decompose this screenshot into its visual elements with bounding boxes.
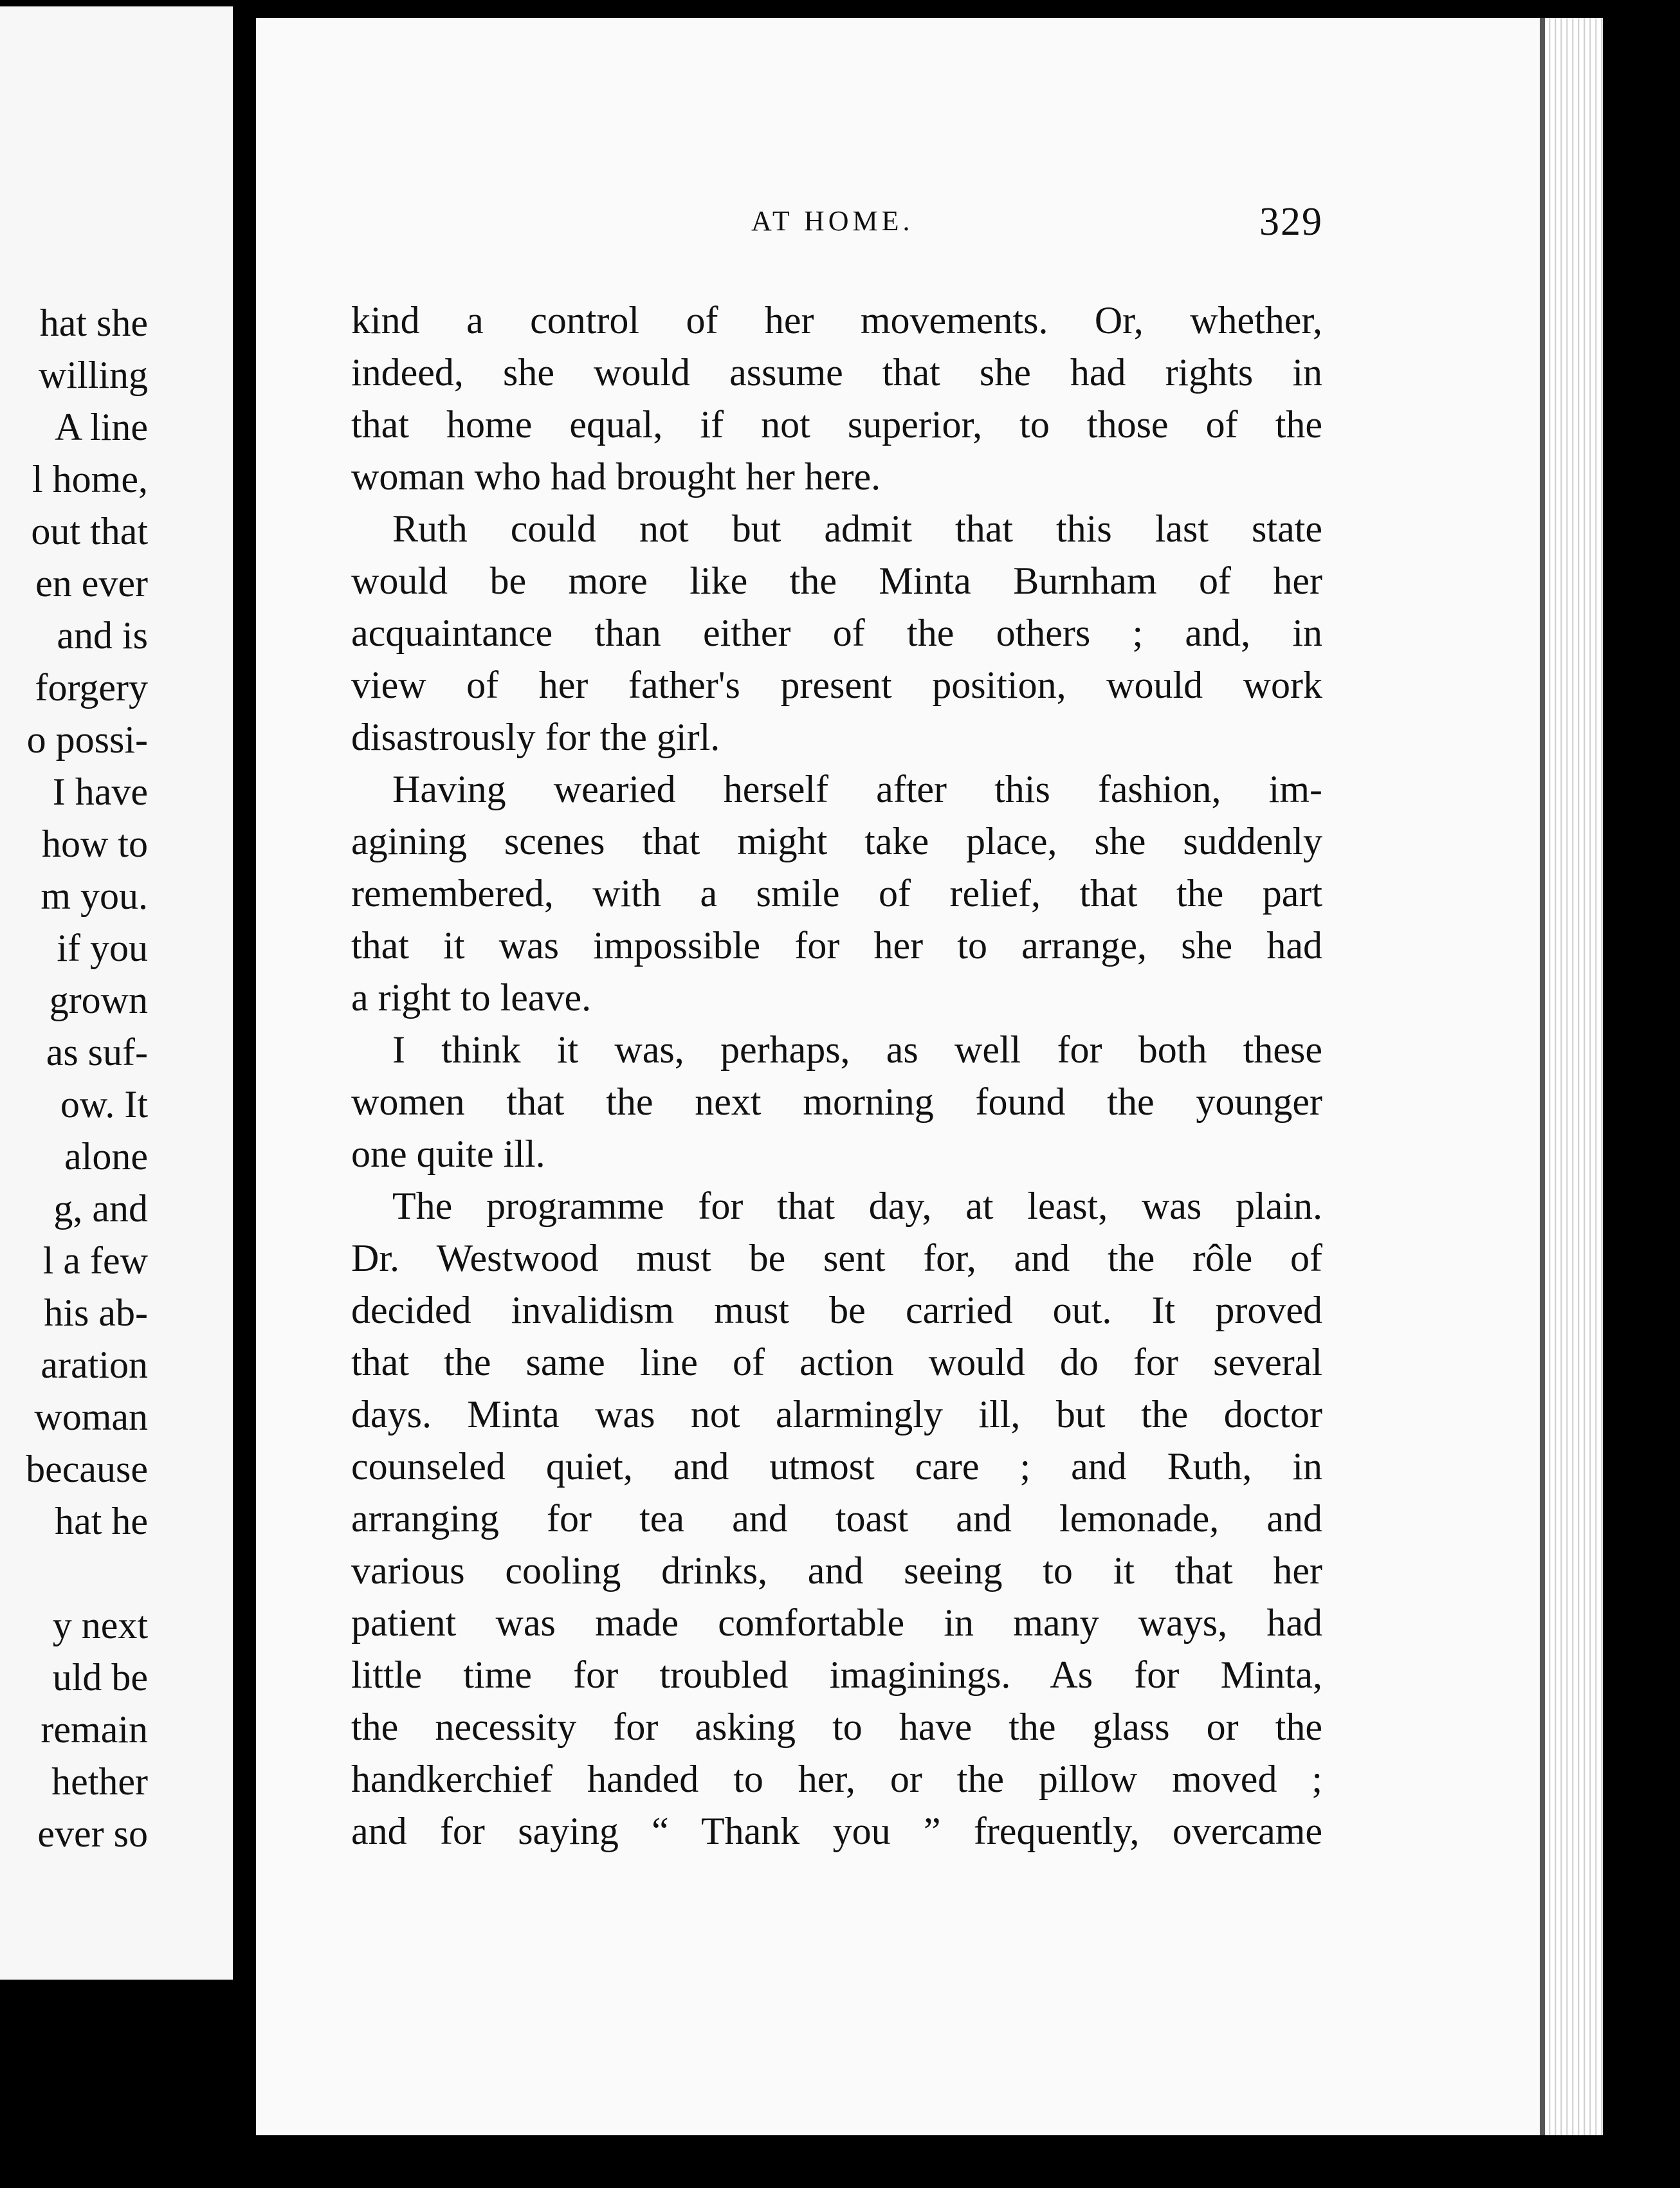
text-line: that home equal, if not superior, to those of the	[351, 403, 1322, 446]
right-page	[256, 18, 1603, 2135]
text-line: I think it was, perhaps, as well for both these	[392, 1028, 1322, 1071]
text-line: little time for troubled imaginings. As for Minta,	[351, 1654, 1322, 1696]
body-text	[351, 295, 1322, 1857]
left-page-line: because	[26, 1448, 148, 1490]
text-line: the necessity for asking to have the glass or the	[351, 1706, 1322, 1748]
left-page-line: forgery	[35, 666, 148, 709]
page-edge	[1545, 18, 1603, 2135]
text-line: women that the next morning found the younger	[351, 1080, 1322, 1123]
text-line: The programme for that day, at least, was plain.	[392, 1185, 1322, 1227]
left-page-line: remain	[41, 1708, 148, 1751]
text-line: counseled quiet, and utmost care ; and Ruth, in	[351, 1445, 1322, 1488]
left-page-line: ow. It	[60, 1083, 148, 1126]
left-page-line: A line	[55, 406, 148, 448]
scan-border	[0, 2135, 1680, 2188]
left-page-line: I have	[52, 770, 148, 813]
text-line: woman who had brought her here.	[351, 455, 881, 498]
book-gutter	[233, 0, 252, 2188]
text-line: and for saying “ Thank you ” frequently, overcame	[351, 1810, 1322, 1852]
page-edge-shadow	[1540, 18, 1545, 2135]
text-line: decided invalidism must be carried out. It proved	[351, 1289, 1322, 1331]
left-page-line: woman	[34, 1396, 148, 1438]
text-line: indeed, she would assume that she had rights in	[351, 351, 1322, 394]
left-page-line: willing	[38, 354, 148, 396]
text-line: kind a control of her movements. Or, whether,	[351, 299, 1322, 342]
left-page-line: uld be	[52, 1656, 148, 1699]
left-page-line: en ever	[35, 562, 148, 605]
left-page-line: his ab-	[44, 1291, 148, 1334]
left-page-line: ever so	[37, 1812, 148, 1855]
left-page	[0, 6, 233, 1980]
page-number: 329	[1259, 200, 1323, 244]
running-head: AT HOME.	[751, 205, 914, 237]
left-page-line: m you.	[41, 875, 148, 917]
text-line: a right to leave.	[351, 976, 592, 1019]
left-page-line: hether	[51, 1760, 148, 1803]
left-page-line: and is	[57, 614, 148, 657]
text-line: days. Minta was not alarmingly ill, but the doctor	[351, 1393, 1322, 1436]
left-page-line: hat he	[55, 1500, 148, 1542]
text-line: Dr. Westwood must be sent for, and the rôle of	[351, 1237, 1322, 1279]
text-line: agining scenes that might take place, she suddenly	[351, 820, 1322, 862]
left-page-line: g, and	[53, 1187, 148, 1230]
text-line: Ruth could not but admit that this last state	[392, 507, 1322, 550]
text-line: patient was made comfortable in many ways, had	[351, 1601, 1322, 1644]
left-page-line: l a few	[42, 1239, 148, 1282]
left-page-line: grown	[49, 979, 148, 1021]
text-line: that the same line of action would do for several	[351, 1341, 1322, 1383]
text-line: remembered, with a smile of relief, that the part	[351, 872, 1322, 915]
left-page-line: aration	[41, 1344, 148, 1386]
left-page-line: o possi-	[26, 718, 148, 761]
text-line: disastrously for the girl.	[351, 716, 720, 758]
text-line: handkerchief handed to her, or the pillow moved ;	[351, 1758, 1322, 1800]
left-page-line: as suf-	[46, 1031, 148, 1073]
left-page-line: out that	[31, 510, 148, 552]
left-page-line: hat she	[39, 302, 148, 344]
text-line: would be more like the Minta Burnham of her	[351, 560, 1322, 602]
left-page-line: l home,	[32, 458, 148, 500]
left-page-line: if you	[57, 927, 148, 969]
text-line: view of her father's present position, would work	[351, 664, 1322, 706]
left-page-line: alone	[64, 1135, 148, 1178]
left-page-line: y next	[52, 1604, 148, 1646]
left-page-line: how to	[42, 823, 148, 865]
text-line: Having wearied herself after this fashion, im-	[392, 768, 1322, 810]
text-line: one quite ill.	[351, 1133, 545, 1175]
text-line: acquaintance than either of the others ; and, in	[351, 612, 1322, 654]
text-line: that it was impossible for her to arrange, she had	[351, 924, 1322, 967]
text-line: various cooling drinks, and seeing to it that her	[351, 1549, 1322, 1592]
text-line: arranging for tea and toast and lemonade, and	[351, 1497, 1322, 1540]
